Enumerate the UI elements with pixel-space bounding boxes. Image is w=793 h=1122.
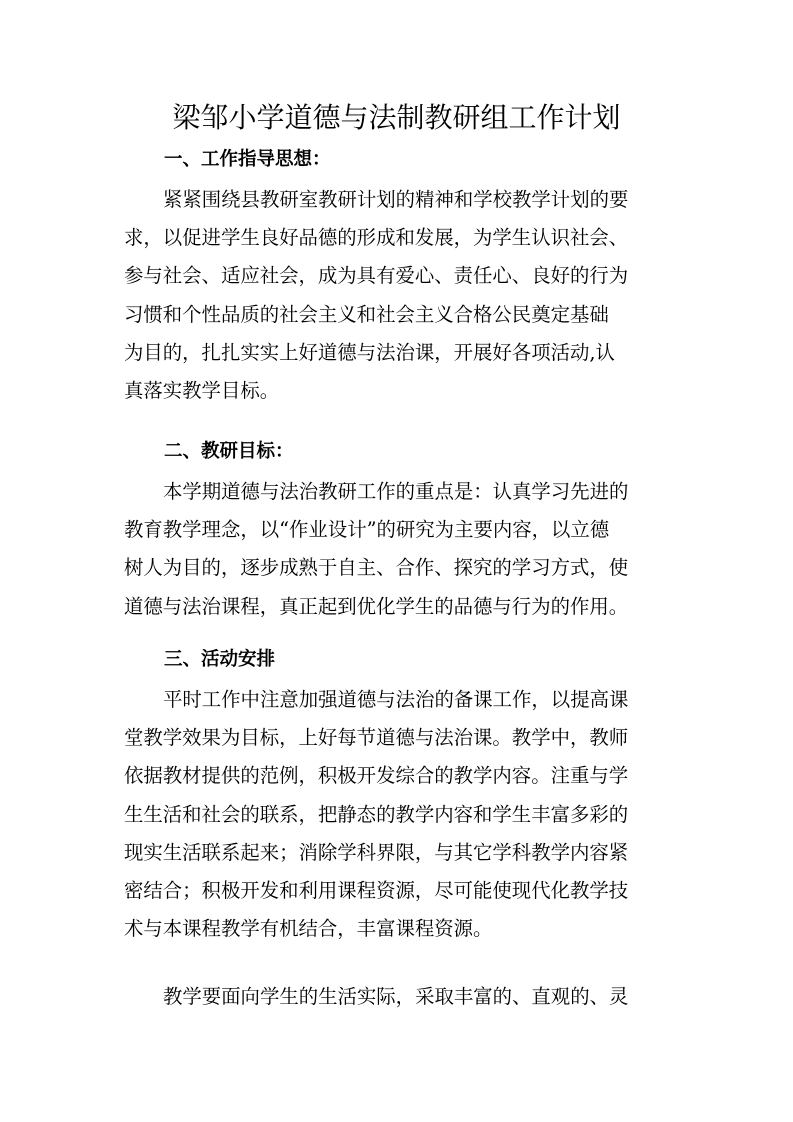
paragraph-line: 现实生活联系起来；消除学科界限，与其它学科教学内容紧: [124, 840, 629, 864]
paragraph-research-goals: [124, 473, 684, 626]
paragraph-line: 密结合；积极开发和利用课程资源，尽可能使现代化教学技: [124, 878, 629, 902]
paragraph-line: 生生活和社会的联系，把静态的教学内容和学生丰富多彩的: [124, 802, 629, 826]
paragraph-line: 为目的，扎扎实实上好道德与法治课，开展好各项活动,认: [124, 340, 615, 364]
paragraph-guiding-thought: [124, 181, 684, 410]
paragraph-line: 求，以促进学生良好品德的形成和发展，为学生认识社会、: [124, 226, 629, 250]
section-heading-research-goals: 二、教研目标：: [164, 441, 294, 462]
document-title: 梁邹小学道德与法制教研组工作计划: [172, 101, 621, 134]
paragraph-line: 真落实教学目标。: [124, 378, 280, 402]
paragraph-line: 平时工作中注意加强道德与法治的备课工作，以提高课: [163, 688, 629, 711]
paragraph-line: 教育教学理念，以“作业设计”的研究为主要内容，以立德: [124, 518, 610, 542]
paragraph-line: 教学要面向学生的生活实际，采取丰富的、直观的、灵: [163, 985, 629, 1008]
paragraph-line: 道德与法治课程，真正起到优化学生的品德与行为的作用。: [124, 594, 629, 618]
paragraph-line: 堂教学效果为目标，上好每节道德与法治课。教学中，教师: [124, 726, 629, 750]
paragraph-line: 术与本课程教学有机结合，丰富课程资源。: [124, 917, 493, 941]
paragraph-line: 习惯和个性品质的社会主义和社会主义合格公民奠定基础: [124, 302, 609, 326]
section-heading-activities: 三、活动安排: [164, 649, 276, 670]
paragraph-line: 参与社会、适应社会，成为具有爱心、责任心、良好的行为: [124, 264, 629, 288]
paragraph-teaching-approach: [124, 978, 684, 1016]
paragraph-line: 树人为目的，逐步成熟于自主、合作、探究的学习方式，使: [124, 556, 629, 580]
paragraph-line: 紧紧围绕县教研室教研计划的精神和学校教学计划的要: [163, 188, 629, 211]
paragraph-line: 本学期道德与法治教研工作的重点是：认真学习先进的: [163, 480, 629, 503]
section-heading-guiding-thought: 一、工作指导思想：: [164, 149, 331, 170]
paragraph-line: 依据教材提供的范例，积极开发综合的教学内容。注重与学: [124, 764, 629, 788]
paragraph-activities: [124, 681, 684, 948]
